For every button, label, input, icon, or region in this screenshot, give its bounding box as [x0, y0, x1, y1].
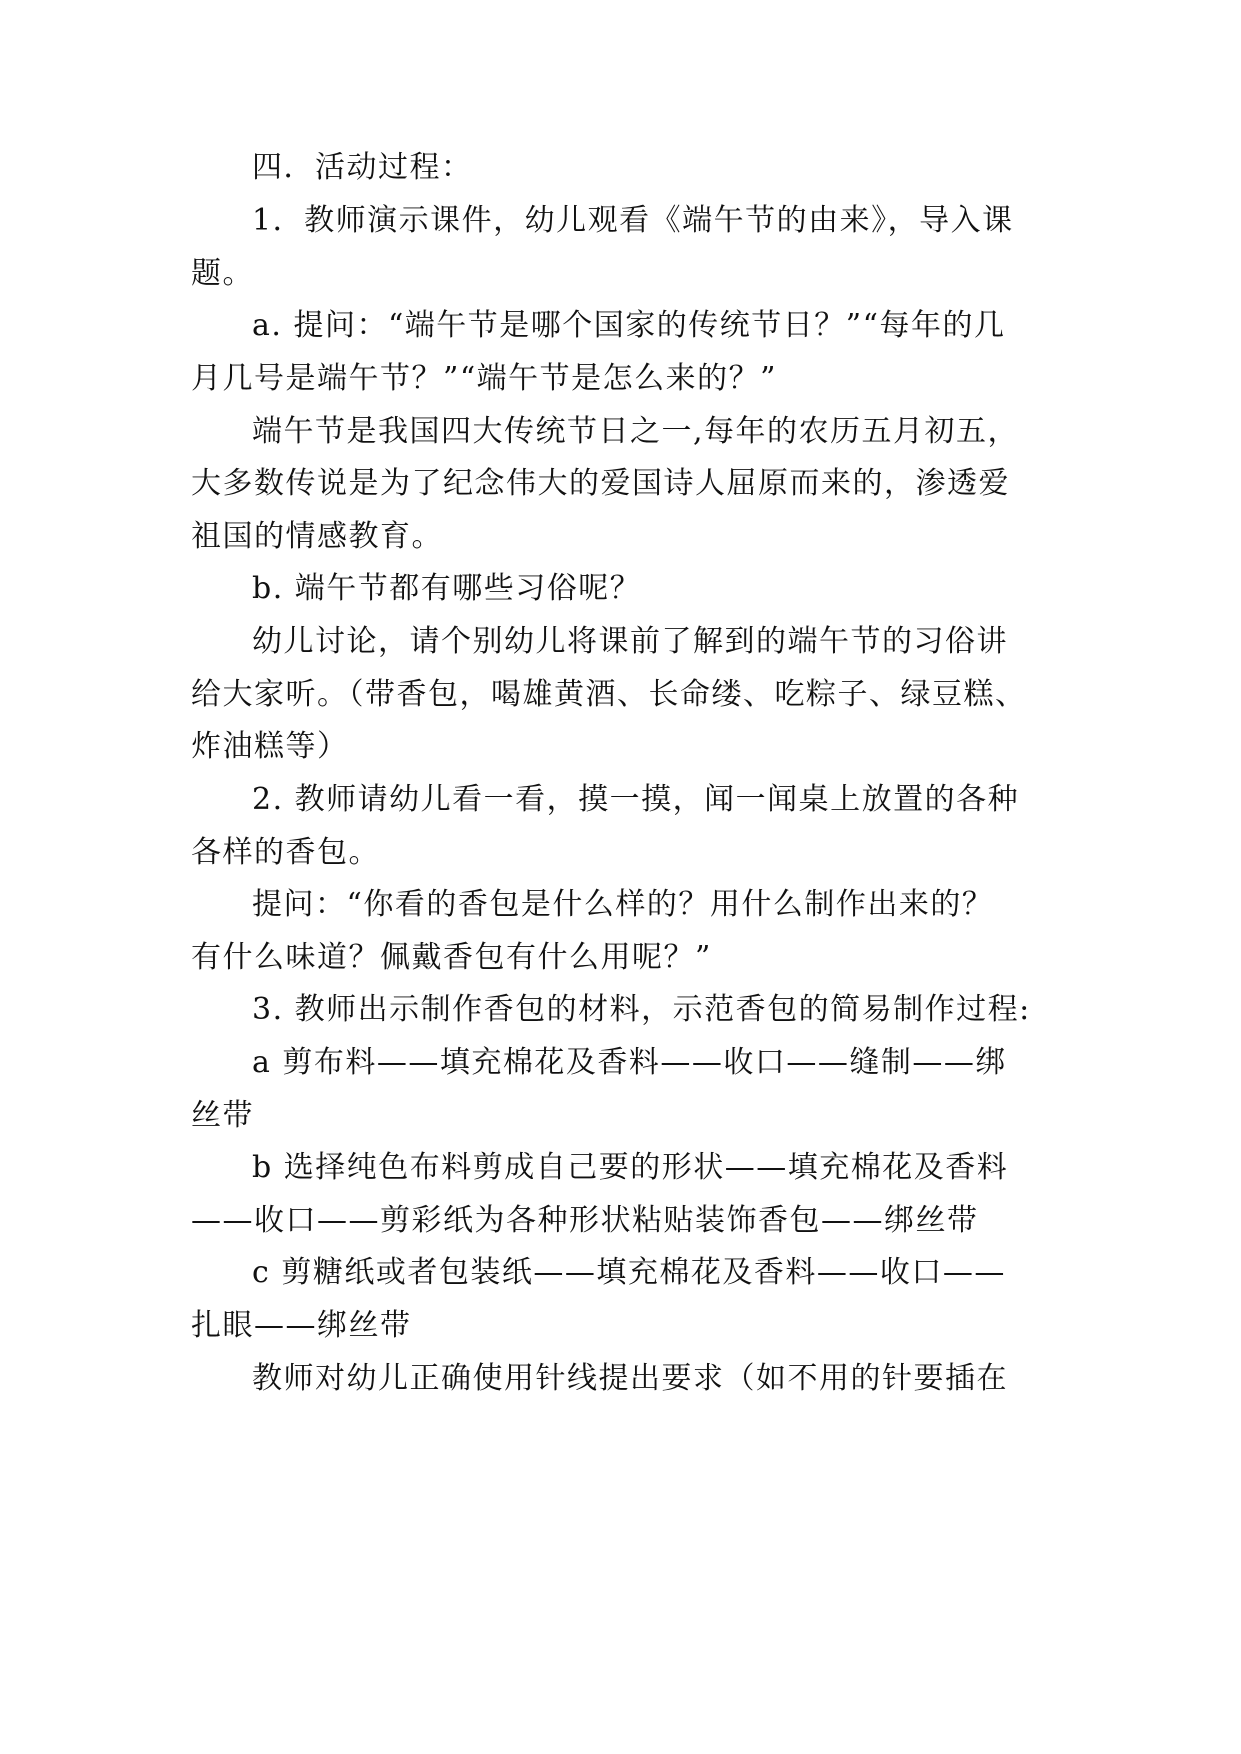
paragraph-line: 有什么味道？佩戴香包有什么用呢？” [191, 940, 712, 975]
paragraph-line: b. 端午节都有哪些习俗呢？ [252, 571, 642, 606]
section-heading: 四．活动过程： [252, 150, 473, 185]
paragraph-line: ——收口——剪彩纸为各种形状粘贴装饰香包——绑丝带 [191, 1203, 979, 1238]
paragraph-line: 给大家听。（带香包，喝雄黄酒、长命缕、吃粽子、绿豆糕、 [191, 677, 1027, 712]
paragraph-line: 各样的香包。 [191, 835, 380, 870]
paragraph-line: b 选择纯色布料剪成自己要的形状——填充棉花及香料 [252, 1150, 1009, 1185]
paragraph-line: 端午节是我国四大传统节日之一,每年的农历五月初五， [252, 414, 1020, 449]
paragraph-line: 大多数传说是为了纪念伟大的爱国诗人屈原而来的，渗透爱 [191, 466, 1010, 501]
paragraph-line: 3. 教师出示制作香包的材料，示范香包的简易制作过程: [252, 992, 1031, 1027]
paragraph-line: 幼儿讨论，请个别幼儿将课前了解到的端午节的习俗讲 [252, 624, 1008, 659]
paragraph-line: 炸油糕等） [191, 729, 349, 764]
paragraph-line: 祖国的情感教育。 [191, 519, 443, 554]
paragraph-line: 月几号是端午节？”“端午节是怎么来的？” [191, 361, 778, 396]
paragraph-line: 扎眼——绑丝带 [191, 1308, 412, 1343]
paragraph-line: 提问：“你看的香包是什么样的？用什么制作出来的？ [252, 887, 994, 922]
paragraph-line: a 剪布料——填充棉花及香料——收口——缝制——绑 [252, 1045, 1007, 1080]
paragraph-line: c 剪糖纸或者包装纸——填充棉花及香料——收口—— [252, 1255, 1006, 1290]
paragraph-line: a. 提问：“端午节是哪个国家的传统节日？”“每年的几 [252, 308, 1006, 343]
paragraph-line: 题。 [191, 256, 254, 291]
paragraph-line: 1．教师演示课件，幼儿观看《端午节的由来》，导入课 [252, 203, 1014, 238]
paragraph-line: 丝带 [191, 1098, 254, 1133]
paragraph-line: 教师对幼儿正确使用针线提出要求（如不用的针要插在 [252, 1361, 1008, 1396]
paragraph-line: 2. 教师请幼儿看一看，摸一摸，闻一闻桌上放置的各种 [252, 782, 1020, 817]
